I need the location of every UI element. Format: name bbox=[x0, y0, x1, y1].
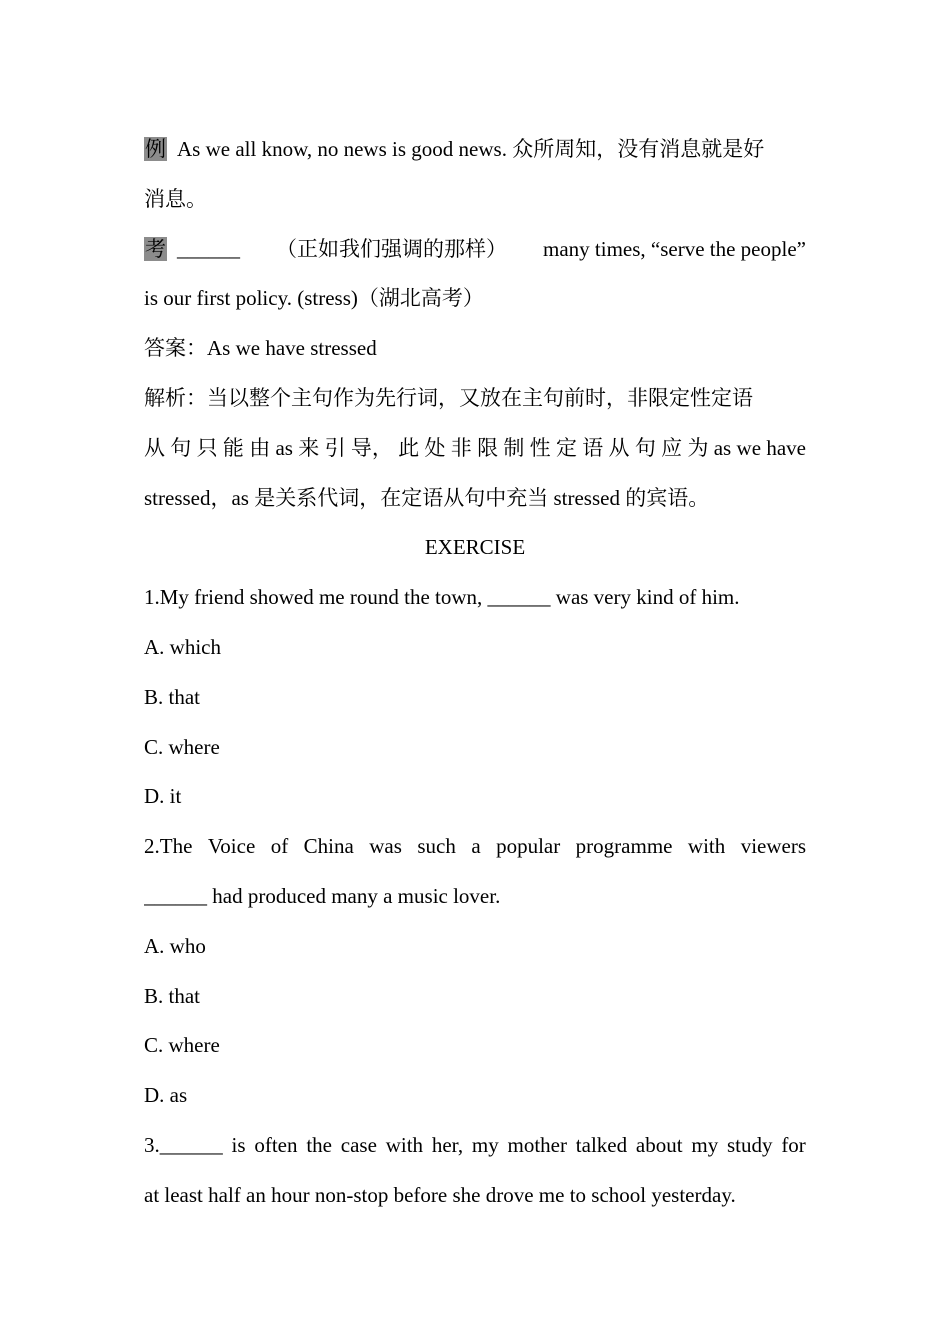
analysis-line-2-word: 引 bbox=[324, 435, 346, 460]
example-line-1 bbox=[144, 125, 806, 175]
analysis-line-2-word: 应 bbox=[661, 435, 683, 460]
q3-stem-word: study bbox=[727, 1132, 773, 1157]
q1-option-c: C. where bbox=[144, 734, 220, 759]
answer-line: 答案：As we have stressed bbox=[144, 336, 377, 361]
q2-stem-word: a bbox=[471, 834, 481, 859]
analysis-line-3: stressed，as 是关系代词，在定语从句中充当 stressed 的宾语。 bbox=[144, 485, 710, 510]
q2-stem-word: of bbox=[270, 834, 289, 859]
q1-option-b: B. that bbox=[144, 684, 200, 709]
test-line-1 bbox=[144, 225, 806, 275]
q2-stem-word: was bbox=[369, 834, 402, 859]
analysis-line-2-word: 为 bbox=[687, 435, 709, 460]
test-blank: ______ bbox=[177, 236, 240, 261]
analysis-line-2-word: 来 bbox=[298, 435, 320, 460]
q1-option-d: D. it bbox=[144, 784, 182, 809]
q2-stem-line-1 bbox=[144, 822, 806, 872]
analysis-line-2-word: 只 bbox=[196, 435, 218, 460]
analysis-line-2-word: 语 bbox=[582, 435, 604, 460]
q2-option-c: C. where bbox=[144, 1033, 220, 1058]
test-line-2: is our first policy. (stress)（湖北高考） bbox=[144, 286, 484, 311]
test-sentence-part: many times, “serve the people” bbox=[543, 236, 806, 261]
q3-stem-line-1 bbox=[144, 1121, 806, 1171]
q3-stem-word: her, bbox=[431, 1132, 464, 1157]
test-tag: 考 bbox=[145, 236, 166, 261]
analysis-line-2-word: have bbox=[766, 435, 806, 460]
document-page bbox=[144, 125, 806, 1221]
analysis-line-2-word: as bbox=[275, 435, 293, 460]
q1-stem: 1.My friend showed me round the town, ______ was very kind of him. bbox=[144, 585, 740, 610]
analysis-line-2-word: 导， bbox=[350, 435, 393, 460]
analysis-line-2-word: 限 bbox=[477, 435, 499, 460]
q3-stem-word: case bbox=[340, 1132, 377, 1157]
q1-option-a: A. which bbox=[144, 634, 221, 659]
q2-stem-word: China bbox=[303, 834, 354, 859]
q3-stem-word: 3.______ bbox=[144, 1132, 223, 1157]
q2-stem-word: popular bbox=[496, 834, 561, 859]
q3-stem-word: the bbox=[306, 1132, 332, 1157]
analysis-line-2-word: 非 bbox=[450, 435, 472, 460]
q3-stem-word: for bbox=[781, 1132, 806, 1157]
q3-stem-word: talked bbox=[575, 1132, 628, 1157]
q3-stem-word: about bbox=[635, 1132, 683, 1157]
q3-stem-word: mother bbox=[507, 1132, 567, 1157]
q2-stem-word: viewers bbox=[740, 834, 806, 859]
q3-stem-word: often bbox=[254, 1132, 298, 1157]
q2-stem-line-2: ______ had produced many a music lover. bbox=[144, 883, 501, 908]
example-tag: 例 bbox=[145, 137, 166, 162]
analysis-line-2-word: 处 bbox=[424, 435, 446, 460]
analysis-line-2-word: 制 bbox=[503, 435, 525, 460]
q2-stem-word: such bbox=[417, 834, 456, 859]
q2-stem-word: with bbox=[687, 834, 726, 859]
analysis-line-2-word: 由 bbox=[249, 435, 271, 460]
example-line-2: 消息。 bbox=[144, 186, 207, 211]
analysis-line-2-word: 定 bbox=[555, 435, 577, 460]
q3-stem-word: my bbox=[691, 1132, 719, 1157]
q2-option-d: D. as bbox=[144, 1083, 188, 1108]
example-sentence: As we all know, no news is good news. 众所周知，没有消息就是好 bbox=[177, 137, 765, 161]
analysis-line-2-word: 从 bbox=[144, 435, 165, 460]
analysis-line-2 bbox=[144, 424, 806, 474]
analysis-line-2-word: 能 bbox=[222, 435, 244, 460]
analysis-line-1: 解析：当以整个主句作为先行词，又放在主句前时，非限定性定语 bbox=[144, 385, 753, 410]
q2-stem-word: Voice bbox=[207, 834, 256, 859]
analysis-line-2-word: 句 bbox=[634, 435, 656, 460]
q3-stem-word: my bbox=[471, 1132, 499, 1157]
analysis-line-2-word: 此 bbox=[398, 435, 420, 460]
q3-stem-line-2: at least half an hour non-stop before she drove me to school yesterday. bbox=[144, 1182, 736, 1207]
test-hint: （正如我们强调的那样） bbox=[276, 236, 507, 261]
q2-option-a: A. who bbox=[144, 933, 206, 958]
q2-stem-word: programme bbox=[575, 834, 673, 859]
analysis-line-2-word: 性 bbox=[529, 435, 551, 460]
q3-stem-word: with bbox=[385, 1132, 424, 1157]
q3-stem-word: is bbox=[231, 1132, 246, 1157]
q2-stem-word: 2.The bbox=[144, 834, 193, 859]
analysis-line-2-word: we bbox=[736, 435, 762, 460]
analysis-line-2-word: 句 bbox=[170, 435, 192, 460]
q2-option-b: B. that bbox=[144, 983, 200, 1008]
analysis-line-2-word: as bbox=[713, 435, 732, 460]
analysis-line-2-word: 从 bbox=[608, 435, 630, 460]
exercise-heading: EXERCISE bbox=[424, 535, 526, 560]
